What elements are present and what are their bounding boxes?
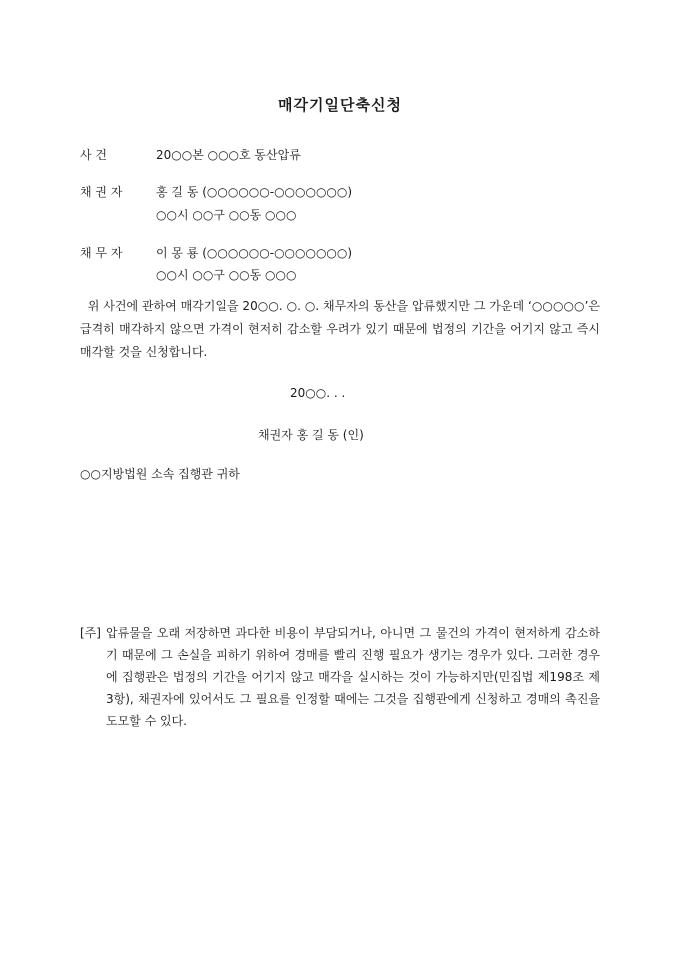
debtor-row <box>80 244 352 261</box>
creditor-signature: 채권자 홍 길 동 (인) <box>258 428 364 442</box>
note-label: [주] <box>80 626 101 640</box>
case-label: 사 건 <box>80 148 107 162</box>
debtor-name: 이 몽 룡 <box>156 246 199 260</box>
creditor-label: 채 권 자 <box>80 185 123 199</box>
addressee: ○○지방법원 소속 집행관 귀하 <box>80 467 240 481</box>
debtor-address: ○○시 ○○구 ○○동 ○○○ <box>156 268 297 282</box>
case-value: 20○○본 ○○○호 동산압류 <box>156 148 301 162</box>
request-body <box>80 295 600 364</box>
debtor-label: 채 무 자 <box>80 246 123 260</box>
creditor-name: 홍 길 동 <box>156 185 199 199</box>
debtor-id: (○○○○○○-○○○○○○○) <box>202 246 353 260</box>
creditor-address: ○○시 ○○구 ○○동 ○○○ <box>156 208 297 222</box>
document-title: 매각기일단축신청 <box>278 96 402 114</box>
request-body-text: 위 사건에 관하여 매각기일을 20○○. ○. ○. 채무자의 동산을 압류했지만 그 가운데 ‘○○○○○’은 급격히 매각하지 않으면 가격이 현저히 감소할 우려가 있기 때문에 법정의 기간을 어기지 않고 즉시 매각할 것을 신청합니다. <box>80 299 600 359</box>
request-date: 20○○. . . <box>290 386 346 400</box>
case-row <box>80 146 301 163</box>
creditor-row <box>80 183 352 200</box>
note-text: 압류물을 오래 저장하면 과다한 비용이 부담되거나, 아니면 그 물건의 가격이 현저하게 감소하기 때문에 그 손실을 피하기 위하여 경매를 빨리 진행 필요가 생기는 경우가 있다. 그러한 경우에 집행관은 법정의 기간을 어기지 않고 매각을 실시하는 것이 가능하지만(민집법 제198조 제3항), 채권자에 있어서도 그 필요를 인정할 때에는 그것을 집행관에게 신청하고 경매의 촉진을 도모할 수 있다. <box>106 626 600 728</box>
creditor-id: (○○○○○○-○○○○○○○) <box>202 185 353 199</box>
note-section <box>80 622 600 732</box>
